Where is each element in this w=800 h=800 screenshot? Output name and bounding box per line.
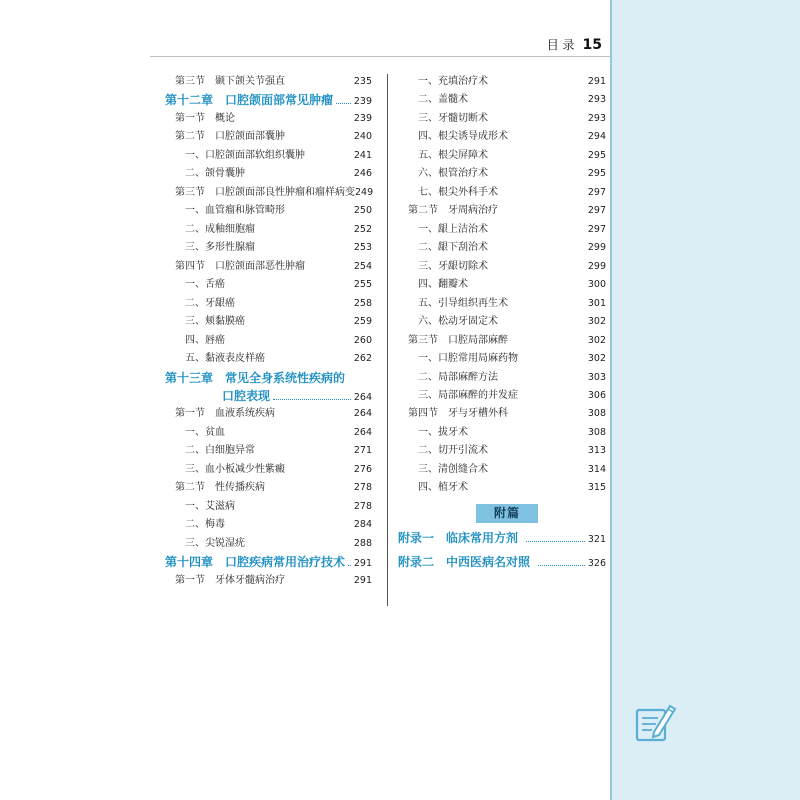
toc-entry[interactable] — [165, 387, 372, 405]
toc-entry[interactable] — [165, 535, 372, 553]
toc-entry-page: 288 — [353, 537, 372, 549]
toc-entry-page: 313 — [587, 445, 606, 457]
toc-entry-page: 260 — [353, 334, 372, 346]
toc-entry-title: 二、局部麻醉方法 — [418, 371, 498, 383]
toc-entry-title: 第一节 牙体牙髓病治疗 — [175, 574, 285, 586]
toc-entry-page: 293 — [587, 112, 606, 124]
toc-entry-page: 326 — [587, 558, 606, 570]
toc-entry[interactable] — [398, 128, 606, 146]
toc-entry-title: 七、根尖外科手术 — [418, 186, 498, 198]
toc-entry-title: 第三节 口腔局部麻醉 — [408, 334, 508, 346]
toc-entry-title: 一、艾滋病 — [185, 500, 235, 512]
toc-entry-page: 252 — [353, 223, 372, 235]
toc-entry[interactable] — [165, 516, 372, 534]
toc-entry-page: 278 — [353, 482, 372, 494]
toc-entry-title: 六、松动牙固定术 — [418, 316, 498, 328]
toc-entry[interactable] — [165, 369, 372, 387]
toc-entry-page: 302 — [587, 353, 606, 365]
toc-entry-title: 二、颌骨囊肿 — [185, 168, 245, 180]
toc-entry-page: 241 — [353, 149, 372, 161]
toc-entry-title: 五、黏液表皮样癌 — [185, 353, 265, 365]
toc-entry-title: 二、梅毒 — [185, 519, 225, 531]
toc-entry-title: 第一节 血液系统疾病 — [175, 408, 275, 420]
toc-entry-title: 第三节 口腔颌面部良性肿瘤和瘤样病变 — [175, 186, 355, 198]
toc-entry[interactable] — [165, 350, 372, 368]
toc-entry[interactable] — [398, 313, 606, 331]
toc-entry-page: 299 — [587, 260, 606, 272]
toc-entry-page: 300 — [587, 279, 606, 291]
margin-strip — [610, 0, 800, 800]
toc-leader — [336, 103, 351, 104]
toc-entry-title: 第十四章 口腔疾病常用治疗技术 — [165, 555, 346, 570]
toc-entry[interactable] — [398, 221, 606, 239]
toc-entry-page: 297 — [587, 223, 606, 235]
toc-entry-title: 二、牙龈癌 — [185, 297, 235, 309]
toc-entry[interactable] — [165, 572, 372, 590]
toc-entry-page: 249 — [355, 186, 374, 198]
toc-entry-title: 第二节 性传播疾病 — [175, 482, 265, 494]
toc-entry-title: 一、舌癌 — [185, 279, 225, 291]
toc-entry[interactable] — [165, 258, 372, 276]
toc-entry[interactable] — [398, 258, 606, 276]
toc-entry-page: 297 — [587, 205, 606, 217]
toc-entry[interactable] — [165, 313, 372, 331]
toc-entry[interactable] — [398, 442, 606, 460]
toc-entry-title: 二、成釉细胞瘤 — [185, 223, 255, 235]
toc-entry-title: 第二节 口腔颌面部囊肿 — [175, 131, 285, 143]
header-page-number: 15 — [582, 37, 602, 53]
toc-entry-title: 三、尖锐湿疣 — [185, 537, 245, 549]
toc-entry[interactable] — [165, 295, 372, 313]
toc-leader — [273, 399, 351, 400]
toc-entry[interactable] — [165, 332, 372, 350]
toc-entry-page: 291 — [353, 574, 372, 586]
toc-entry-page: 308 — [587, 408, 606, 420]
toc-entry[interactable] — [165, 239, 372, 257]
toc-entry[interactable] — [165, 553, 372, 571]
toc-entry[interactable] — [165, 184, 372, 202]
toc-right-column — [398, 73, 606, 572]
toc-left-column — [165, 73, 372, 590]
toc-entry-page: 306 — [587, 389, 606, 401]
toc-entry[interactable] — [398, 424, 606, 442]
toc-leader — [348, 565, 351, 566]
toc-entry-page: 264 — [353, 391, 372, 403]
toc-entry-title: 第四节 牙与牙槽外科 — [408, 408, 508, 420]
toc-entry-page: 254 — [353, 260, 372, 272]
toc-entry-page: 235 — [353, 76, 372, 87]
toc-entry[interactable] — [398, 461, 606, 479]
margin-line — [610, 0, 612, 800]
toc-entry[interactable] — [165, 405, 372, 423]
toc-entry-title: 第二节 牙周病治疗 — [408, 205, 498, 217]
toc-entry[interactable] — [398, 91, 606, 109]
toc-entry-page: 278 — [353, 500, 372, 512]
toc-entry-page: 295 — [587, 168, 606, 180]
toc-entry[interactable] — [165, 498, 372, 516]
toc-entry[interactable] — [165, 165, 372, 183]
toc-entry-title: 第十二章 口腔颌面部常见肿瘤 — [165, 93, 334, 108]
toc-entry-title: 三、血小板减少性紫癜 — [185, 463, 285, 475]
toc-entry[interactable] — [165, 128, 372, 146]
toc-entry-title: 二、切开引流术 — [418, 445, 488, 457]
toc-entry[interactable] — [398, 369, 606, 387]
running-header — [547, 36, 602, 53]
toc-entry-title: 二、龈下刮治术 — [418, 242, 488, 254]
toc-entry-title: 一、贫血 — [185, 426, 225, 438]
toc-entry[interactable] — [165, 221, 372, 239]
toc-entry[interactable] — [398, 239, 606, 257]
toc-entry[interactable] — [398, 332, 606, 350]
header-rule — [150, 56, 610, 57]
toc-entry-page: 321 — [587, 533, 606, 545]
toc-entry-title: 口腔表现 — [222, 388, 271, 403]
toc-entry[interactable] — [165, 202, 372, 220]
toc-entry-title: 三、清创缝合术 — [418, 463, 488, 475]
toc-entry-page: 240 — [353, 131, 372, 143]
toc-entry-title: 五、引导组织再生术 — [418, 297, 508, 309]
toc-entry-page: 239 — [353, 112, 372, 124]
toc-entry-page: 294 — [587, 131, 606, 143]
toc-entry[interactable] — [398, 276, 606, 294]
toc-entry-page: 302 — [587, 334, 606, 346]
toc-entry-title: 第四节 口腔颌面部恶性肿瘤 — [175, 260, 305, 272]
toc-entry[interactable] — [165, 91, 372, 109]
toc-entry[interactable] — [398, 479, 606, 497]
toc-entry[interactable] — [398, 110, 606, 128]
toc-entry-page: 308 — [587, 426, 606, 438]
toc-entry[interactable] — [398, 73, 606, 91]
toc-entry-page: 299 — [587, 242, 606, 254]
toc-entry-title: 五、根尖屏障术 — [418, 149, 488, 161]
toc-entry-title: 三、牙龈切除术 — [418, 260, 488, 272]
toc-entry-title: 四、根尖诱导成形术 — [418, 131, 508, 143]
toc-leader — [538, 565, 585, 566]
toc-entry-title: 三、局部麻醉的并发症 — [418, 389, 518, 401]
toc-entry-page: 253 — [353, 242, 372, 254]
toc-entry-title: 一、充填治疗术 — [418, 76, 488, 87]
toc-entry[interactable] — [165, 442, 372, 460]
toc-entry-title: 附录二 中西医病名对照 — [398, 555, 531, 570]
toc-entry-title: 一、拔牙术 — [418, 426, 468, 438]
toc-entry-title: 第十三章 常见全身系统性疾病的 — [165, 370, 346, 385]
toc-entry-page: 271 — [353, 445, 372, 457]
toc-entry-title: 一、口腔常用局麻药物 — [418, 353, 518, 365]
appendix-entry[interactable] — [398, 529, 606, 547]
toc-entry[interactable] — [398, 387, 606, 405]
toc-entry-page: 276 — [353, 463, 372, 475]
toc-entry-page: 246 — [353, 168, 372, 180]
toc-entry-title: 三、颊黏膜癌 — [185, 316, 245, 328]
column-divider — [387, 74, 388, 606]
toc-entry-title: 四、唇癌 — [185, 334, 225, 346]
toc-leader — [526, 541, 585, 542]
toc-entry-page: 293 — [587, 94, 606, 106]
toc-entry-page: 284 — [353, 519, 372, 531]
toc-entry-page: 295 — [587, 149, 606, 161]
toc-entry[interactable] — [165, 276, 372, 294]
toc-entry-page: 303 — [587, 371, 606, 383]
toc-entry[interactable] — [398, 202, 606, 220]
toc-entry-page: 291 — [353, 558, 372, 570]
toc-entry-page: 255 — [353, 279, 372, 291]
toc-entry-page: 250 — [353, 205, 372, 217]
appendix-entry[interactable] — [398, 553, 606, 571]
toc-entry-title: 三、牙髓切断术 — [418, 112, 488, 124]
toc-entry-page: 239 — [353, 96, 372, 108]
toc-entry-title: 二、白细胞异常 — [185, 445, 255, 457]
toc-entry[interactable] — [398, 147, 606, 165]
toc-entry-title: 一、口腔颌面部软组织囊肿 — [185, 149, 305, 161]
toc-entry-title: 第三节 颞下颌关节强直 — [175, 76, 285, 87]
toc-entry[interactable] — [165, 110, 372, 128]
header-title: 目 录 — [546, 38, 575, 52]
toc-entry-page: 262 — [353, 353, 372, 365]
toc-entry-title: 第一节 概论 — [175, 112, 235, 124]
toc-entry-page: 291 — [587, 76, 606, 87]
toc-entry-title: 六、根管治疗术 — [418, 168, 488, 180]
toc-entry-title: 一、血管瘤和脉管畸形 — [185, 205, 285, 217]
toc-entry[interactable] — [398, 184, 606, 202]
toc-entry-page: 264 — [353, 426, 372, 438]
toc-entry-page: 315 — [587, 482, 606, 494]
toc-entry-page: 302 — [587, 316, 606, 328]
toc-entry-page: 297 — [587, 186, 606, 198]
toc-entry[interactable] — [398, 295, 606, 313]
toc-entry-title: 附录一 临床常用方剂 — [398, 530, 519, 545]
appendix-title: 附篇 — [476, 504, 538, 523]
toc-entry-page: 258 — [353, 297, 372, 309]
toc-entry[interactable] — [165, 147, 372, 165]
appendix-list — [398, 529, 606, 572]
note-pencil-icon — [632, 700, 678, 746]
toc-entry[interactable] — [398, 405, 606, 423]
toc-entry-page: 314 — [587, 463, 606, 475]
toc-entry-title: 二、盖髓术 — [418, 94, 468, 106]
toc-entry-page: 301 — [587, 297, 606, 309]
toc-entry[interactable] — [398, 350, 606, 368]
toc-entry-title: 一、龈上洁治术 — [418, 223, 488, 235]
toc-entry-title: 四、植牙术 — [418, 482, 468, 494]
toc-entry[interactable] — [165, 479, 372, 497]
toc-entry-page: 264 — [353, 408, 372, 420]
toc-entry-page: 259 — [353, 316, 372, 328]
toc-entry[interactable] — [398, 165, 606, 183]
toc-right-entries — [398, 73, 606, 498]
toc-entry[interactable] — [165, 424, 372, 442]
toc-entry[interactable] — [165, 73, 372, 91]
toc-entry-title: 四、翻瓣术 — [418, 279, 468, 291]
toc-entry[interactable] — [165, 461, 372, 479]
toc-entry-title: 三、多形性腺瘤 — [185, 242, 255, 254]
